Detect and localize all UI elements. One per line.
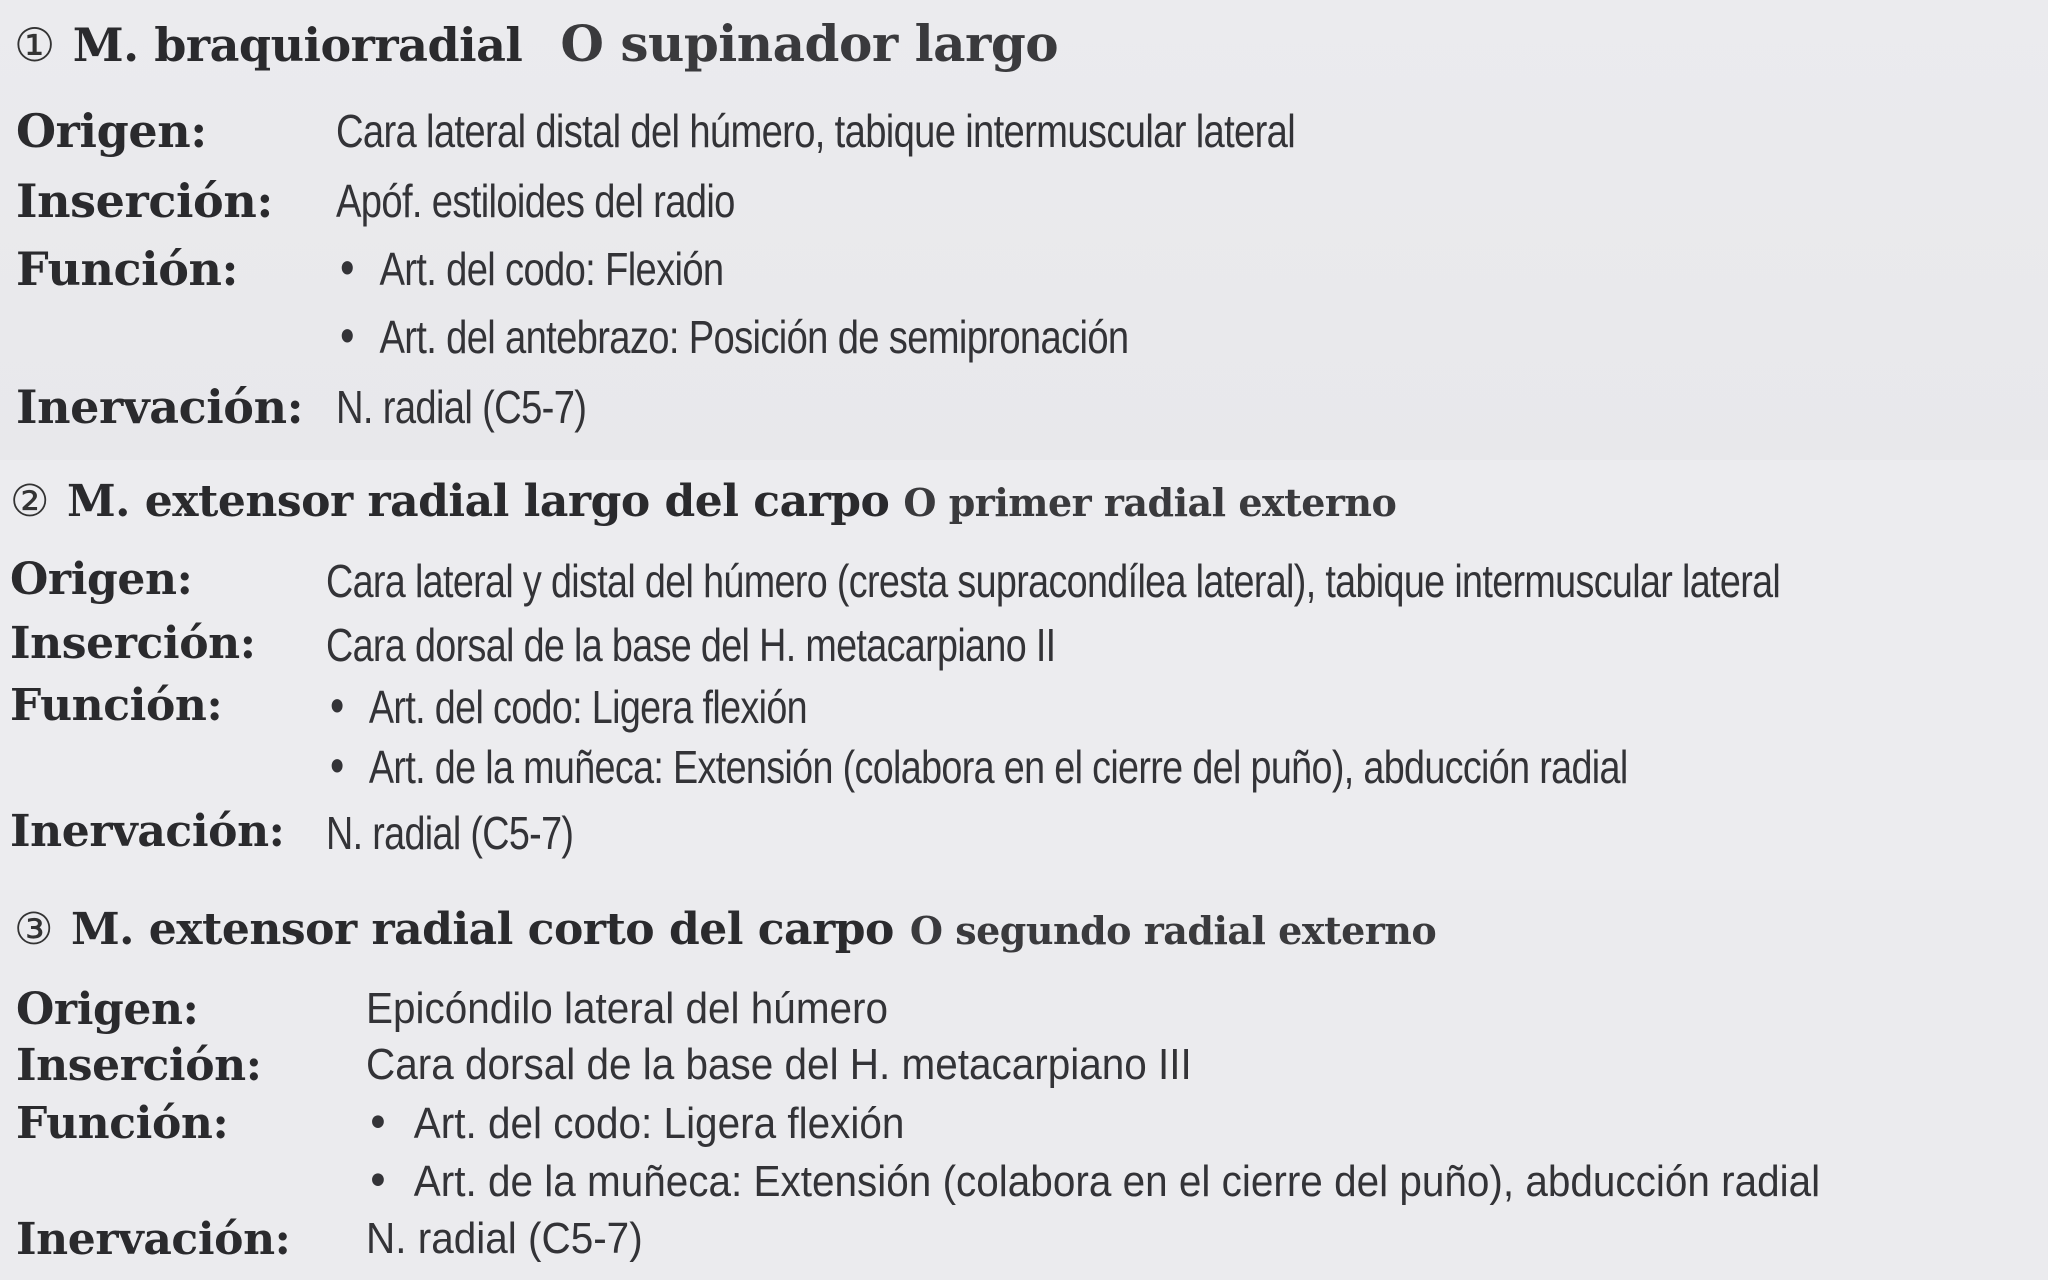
bullet-icon: •	[326, 680, 348, 734]
origin-label: Origen:	[16, 104, 207, 158]
function-label: Función:	[16, 242, 239, 296]
function-text: Art. de la muñeca: Extensión (colabora en el cierre del puño), abducción radial	[368, 741, 1628, 793]
function-item	[336, 310, 1128, 364]
function-text: Art. del codo: Ligera flexión	[413, 1099, 905, 1148]
innervation-label: Inervación:	[10, 806, 285, 857]
insertion-label: Inserción:	[16, 1040, 262, 1091]
bullet-icon: •	[366, 1098, 390, 1149]
function-item	[326, 740, 1628, 794]
bullet-icon: •	[366, 1156, 390, 1207]
origin-value: Cara lateral y distal del húmero (cresta supracondílea lateral), tabique intermuscular lateral	[326, 555, 1781, 607]
origin-label: Origen:	[16, 984, 199, 1035]
bullet-icon: •	[326, 740, 348, 794]
innervation-value: N. radial (C5-7)	[336, 381, 587, 433]
function-text: Art. del codo: Ligera flexión	[368, 681, 808, 733]
section-number: ②	[10, 476, 49, 527]
section-heading	[14, 904, 1436, 955]
bullet-icon: •	[336, 242, 358, 296]
section-number: ③	[14, 904, 53, 955]
origin-value: Epicóndilo lateral del húmero	[366, 984, 889, 1033]
insertion-value: Cara dorsal de la base del H. metacarpiano II	[326, 619, 1056, 671]
section-number: ①	[14, 18, 55, 72]
innervation-label: Inervación:	[16, 1214, 291, 1265]
function-item	[326, 680, 807, 734]
section-heading	[10, 476, 1396, 527]
muscle-section-braquiorradial	[0, 0, 2048, 448]
alt-name: O primer radial externo	[903, 480, 1397, 525]
function-item	[366, 1098, 904, 1149]
innervation-value: N. radial (C5-7)	[366, 1214, 643, 1263]
insertion-value: Cara dorsal de la base del H. metacarpiano III	[366, 1040, 1192, 1089]
innervation-label: Inervación:	[16, 380, 304, 434]
function-label: Función:	[10, 680, 223, 731]
function-item	[366, 1156, 1820, 1207]
muscle-name: M. extensor radial corto del carpo	[70, 904, 894, 955]
muscle-name: M. braquiorradial	[72, 18, 523, 72]
muscle-section-extensor-radial-largo	[0, 460, 2048, 890]
section-heading	[14, 14, 1058, 73]
alt-name: O segundo radial externo	[909, 908, 1437, 953]
function-label: Función:	[16, 1098, 229, 1149]
function-text: Art. del antebrazo: Posición de semipronación	[379, 311, 1129, 363]
insertion-label: Inserción:	[10, 618, 256, 669]
muscle-section-extensor-radial-corto	[0, 890, 2048, 1280]
alt-name: O supinador largo	[560, 14, 1059, 73]
origin-value: Cara lateral distal del húmero, tabique intermuscular lateral	[336, 105, 1296, 157]
insertion-value: Apóf. estiloides del radio	[336, 175, 735, 227]
innervation-value: N. radial (C5-7)	[326, 807, 574, 859]
function-text: Art. del codo: Flexión	[379, 243, 724, 295]
function-item	[336, 242, 723, 296]
bullet-icon: •	[336, 310, 358, 364]
function-text: Art. de la muñeca: Extensión (colabora en el cierre del puño), abducción radial	[413, 1157, 1821, 1206]
origin-label: Origen:	[10, 554, 193, 605]
muscle-name: M. extensor radial largo del carpo	[66, 476, 890, 527]
insertion-label: Inserción:	[16, 174, 273, 228]
